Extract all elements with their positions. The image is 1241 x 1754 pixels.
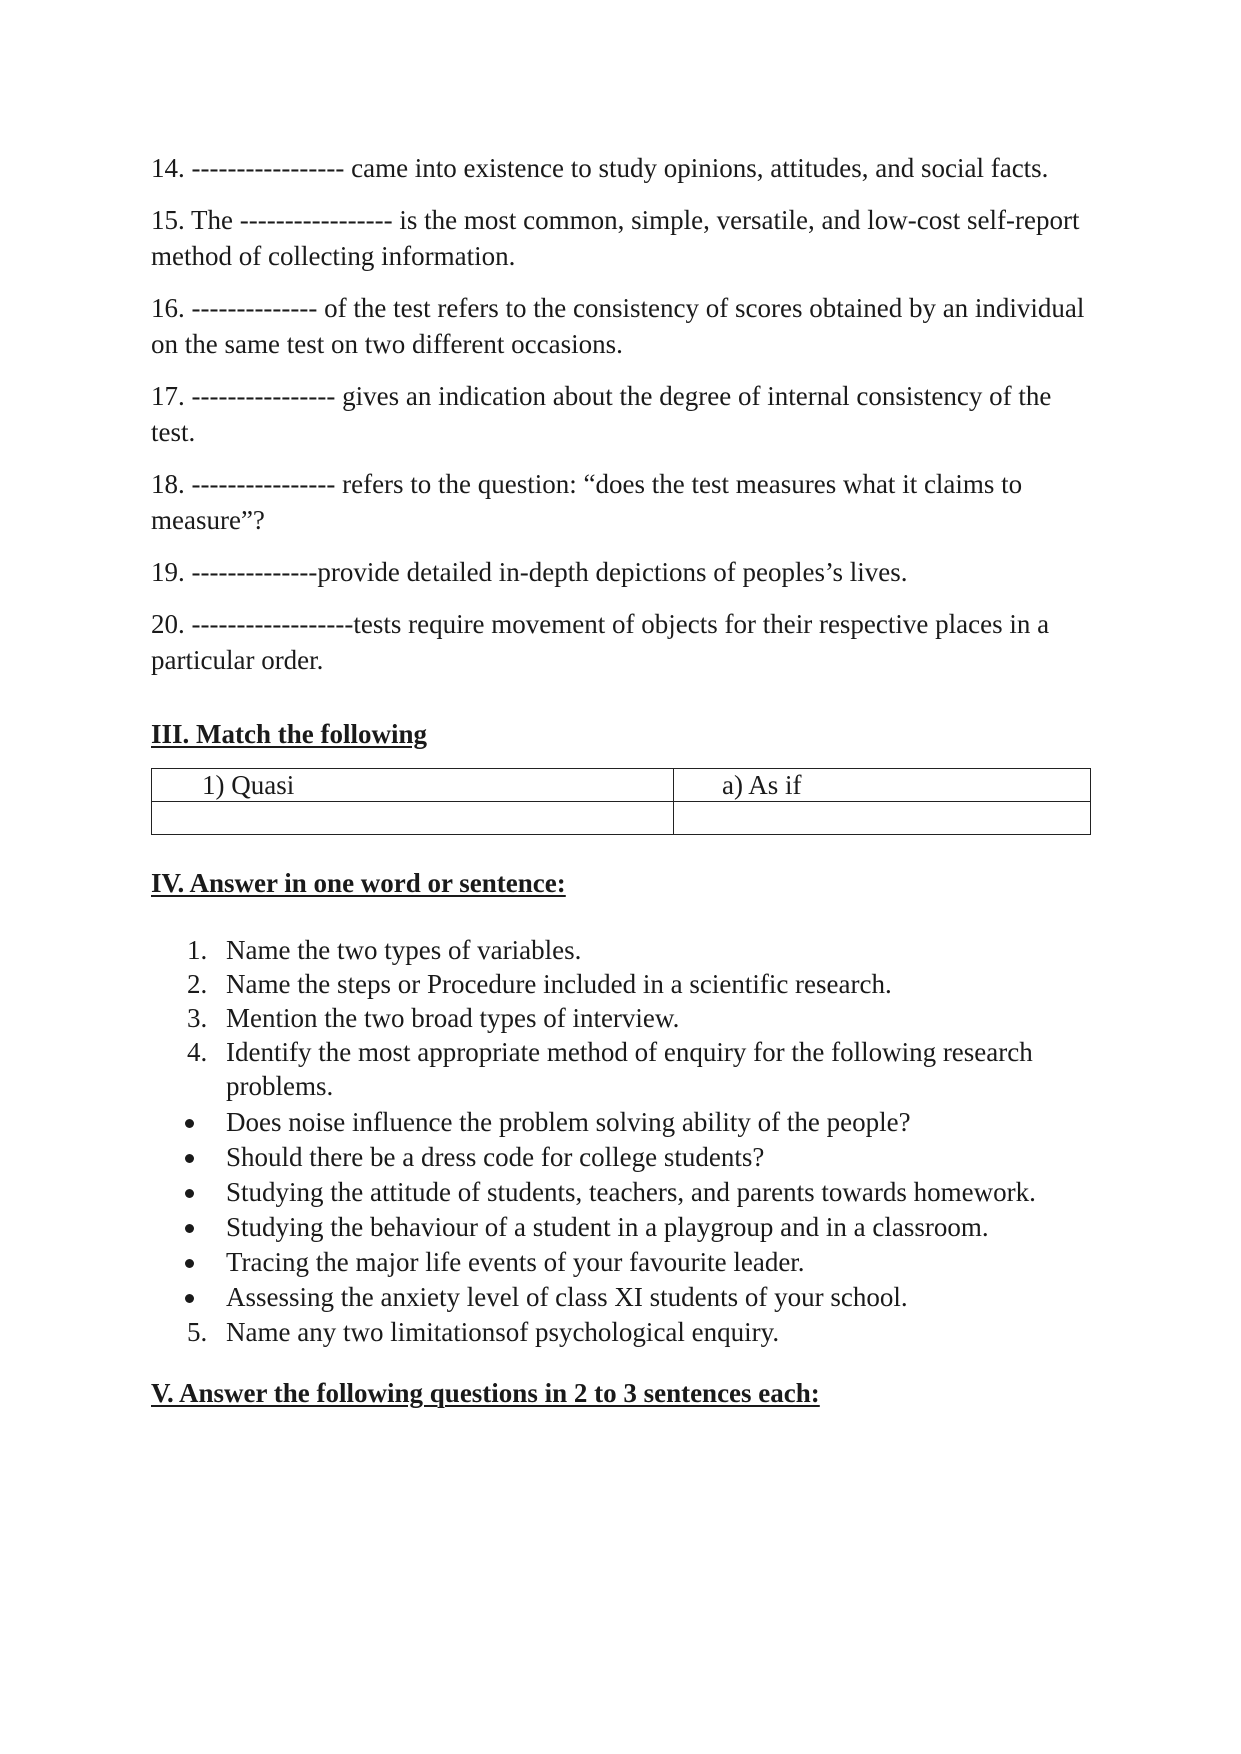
item-number: 3. xyxy=(187,1003,208,1033)
item-text: Identify the most appropriate method of enquiry for the following research problems. xyxy=(226,1037,1033,1101)
bullet-text: Does noise influence the problem solving ability of the people? xyxy=(226,1107,911,1137)
question-14: 14. ----------------- came into existence to study opinions, attitudes, and social facts. xyxy=(151,153,1049,183)
match-left-cell: 1) Quasi xyxy=(152,769,674,802)
fill-in-the-blanks-list xyxy=(151,150,1091,678)
question-16: 16. -------------- of the test refers to the consistency of scores obtained by an individual on the same test on two different occasions. xyxy=(151,293,1085,359)
section-5-heading: V. Answer the following questions in 2 to 3 sentences each: xyxy=(151,1378,820,1408)
bullet-text: Studying the behaviour of a student in a playgroup and in a classroom. xyxy=(226,1212,989,1242)
question-17: 17. ---------------- gives an indication about the degree of internal consistency of the test. xyxy=(151,381,1052,447)
list-item xyxy=(151,1281,1091,1313)
bullet-text: Tracing the major life events of your favourite leader. xyxy=(226,1247,805,1277)
match-right-cell: a) As if xyxy=(674,769,1091,802)
bullet-text: Studying the attitude of students, teachers, and parents towards homework. xyxy=(226,1177,1036,1207)
list-item xyxy=(151,1106,1091,1138)
table-row xyxy=(152,769,1091,802)
question-15: 15. The ----------------- is the most common, simple, versatile, and low-cost self-report method of collecting information. xyxy=(151,205,1080,271)
item-number: 2. xyxy=(187,969,208,999)
item-text: Name the two types of variables. xyxy=(226,935,582,965)
table-row xyxy=(152,802,1091,835)
item-number: 4. xyxy=(187,1037,208,1067)
bullet-icon xyxy=(185,1189,194,1198)
research-problems-list xyxy=(151,1106,1091,1313)
bullet-icon xyxy=(185,1154,194,1163)
list-item xyxy=(151,933,1091,967)
list-item xyxy=(151,1141,1091,1173)
bullet-text: Should there be a dress code for college students? xyxy=(226,1142,765,1172)
short-answer-list-continued xyxy=(151,1315,1091,1349)
list-item xyxy=(151,1315,1091,1349)
match-left-cell xyxy=(152,802,674,835)
bullet-icon xyxy=(185,1224,194,1233)
section-4-heading: IV. Answer in one word or sentence: xyxy=(151,868,566,898)
match-table xyxy=(151,768,1091,835)
match-right-cell xyxy=(674,802,1091,835)
bullet-icon xyxy=(185,1119,194,1128)
section-3-heading: III. Match the following xyxy=(151,719,427,749)
list-item xyxy=(151,1035,1091,1103)
list-item xyxy=(151,1211,1091,1243)
worksheet-page xyxy=(151,150,1091,1411)
item-number: 5. xyxy=(187,1317,208,1347)
question-19: 19. --------------provide detailed in-depth depictions of peoples’s lives. xyxy=(151,557,908,587)
list-item xyxy=(151,1001,1091,1035)
bullet-icon xyxy=(185,1294,194,1303)
bullet-icon xyxy=(185,1259,194,1268)
bullet-text: Assessing the anxiety level of class XI students of your school. xyxy=(226,1282,908,1312)
short-answer-list xyxy=(151,933,1091,1103)
list-item xyxy=(151,1246,1091,1278)
item-number: 1. xyxy=(187,935,208,965)
question-20: 20. ------------------tests require movement of objects for their respective places in a particular order. xyxy=(151,609,1050,675)
item-text: Mention the two broad types of interview. xyxy=(226,1003,680,1033)
question-18: 18. ---------------- refers to the question: “does the test measures what it claims to measure”? xyxy=(151,469,1023,535)
item-text: Name any two limitationsof psychological enquiry. xyxy=(226,1317,780,1347)
list-item xyxy=(151,1176,1091,1208)
item-text: Name the steps or Procedure included in a scientific research. xyxy=(226,969,892,999)
list-item xyxy=(151,967,1091,1001)
